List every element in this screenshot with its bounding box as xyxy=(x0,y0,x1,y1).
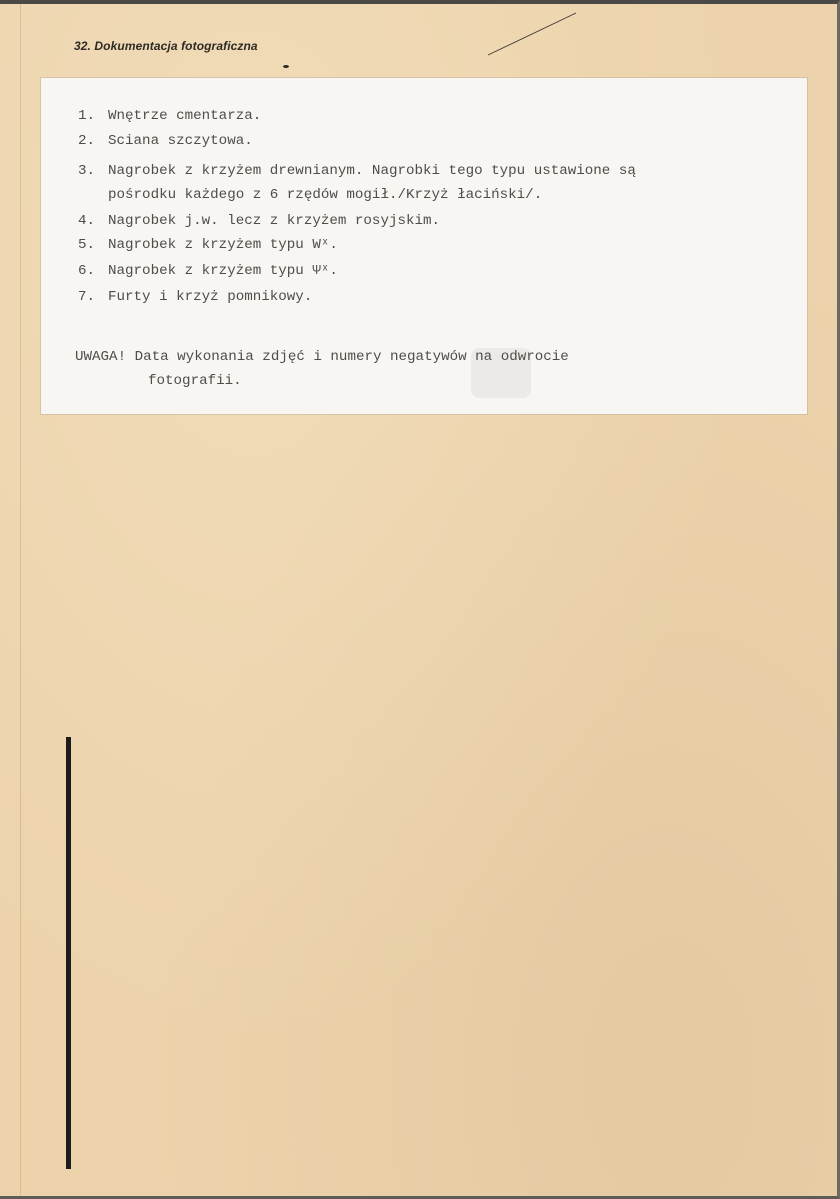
note-text-continuation: fotografii. xyxy=(148,373,242,389)
list-item-number: 3. xyxy=(78,163,96,179)
margin-bar xyxy=(66,737,71,1169)
list-item-text: Furty i krzyż pomnikowy. xyxy=(108,289,313,305)
typewritten-slip xyxy=(41,78,807,414)
ink-dot-mark xyxy=(283,65,289,68)
list-item-number: 2. xyxy=(78,133,96,149)
list-item-number: 7. xyxy=(78,289,96,305)
list-item-text: Nagrobek j.w. lecz z krzyżem rosyjskim. xyxy=(108,213,441,229)
list-item-text: Wnętrze cmentarza. xyxy=(108,108,262,124)
section-heading: 32. Dokumentacja fotograficzna xyxy=(74,39,258,53)
list-item-text: Nagrobek z krzyżem typu Wˣ. xyxy=(108,237,338,253)
list-item-text: Nagrobek z krzyżem drewnianym. Nagrobki tego typu ustawione są xyxy=(108,163,636,179)
note-text: UWAGA! Data wykonania zdjęć i numery negatywów na odwrocie xyxy=(75,349,569,365)
list-item-text: Sciana szczytowa. xyxy=(108,133,253,149)
list-item-number: 1. xyxy=(78,108,96,124)
list-item-number: 5. xyxy=(78,237,96,253)
pen-stroke-mark xyxy=(484,9,584,59)
list-item-number: 6. xyxy=(78,263,96,279)
list-item-number: 4. xyxy=(78,213,96,229)
list-item-continuation: pośrodku każdego z 6 rzędów mogił./Krzyż łaciński/. xyxy=(108,187,543,203)
page-crease xyxy=(20,4,21,1199)
list-item-text: Nagrobek z krzyżem typu Ψˣ. xyxy=(108,263,338,279)
